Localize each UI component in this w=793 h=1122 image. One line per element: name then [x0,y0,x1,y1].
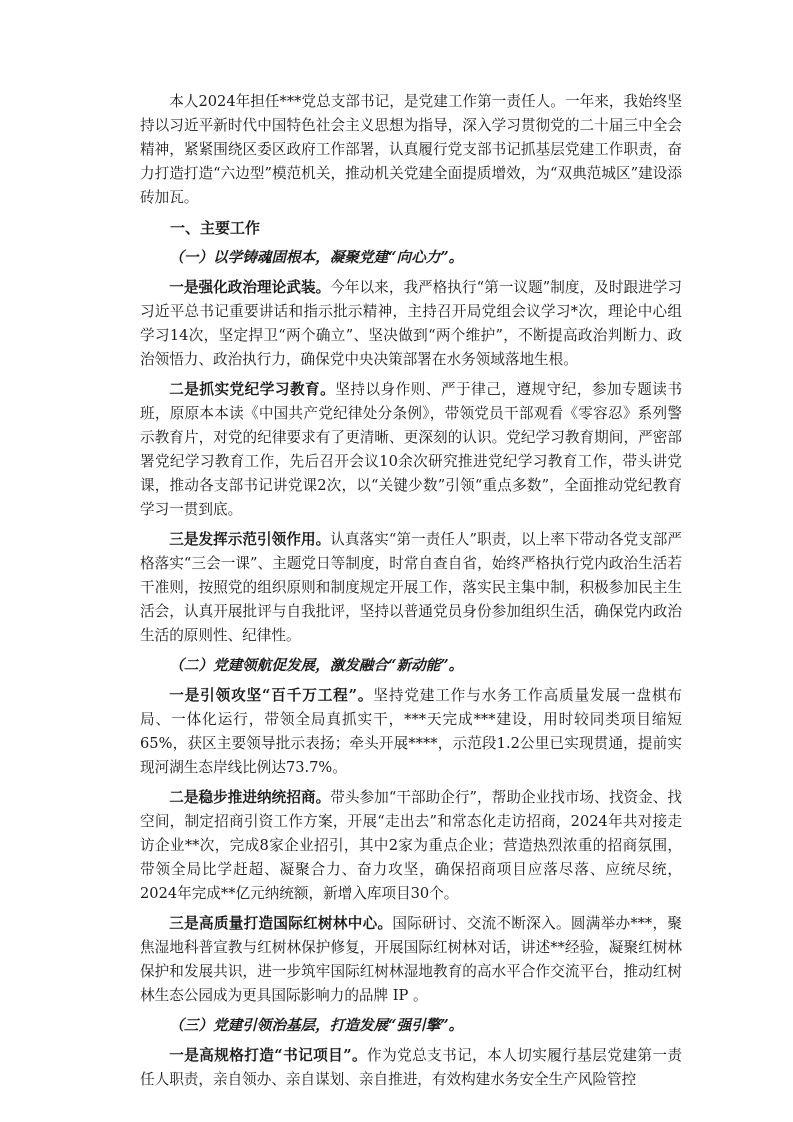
paragraph-2-2 [140,786,682,906]
paragraph-lead: 一是高规格打造“书记项目”。 [169,1047,368,1064]
paragraph-2-3 [140,912,682,1008]
paragraph-lead: 二是抓实党纪学习教育。 [169,381,336,398]
paragraph-lead: 三是发挥示范引领作用。 [169,531,331,548]
paragraph-lead: 一是强化政治理论武装。 [169,279,331,296]
paragraph-text: 作为党总支书记，本人切实履行基层党建第一责任人职责，亲自领办、亲自谋划、亲自推进，有效构建水务安全生产风险管控 [140,1047,682,1088]
paragraph-1-2 [140,378,682,522]
paragraph-text: 认真落实“第一责任人”职责，以上率下带动各党支部严格落实“三会一课”、主题党日等制度，时常自查自省，始终严格执行党内政治生活若干准则，按照党的组织原则和制度规定开展工作，落实民主集中制，积极参加民主生活会，认真开展批评与自我批评，坚持以普通党员身份参加组织生活，确保党内政治生活的原则性、纪律性。 [140,531,682,644]
paragraph-1-1 [140,276,682,372]
paragraph-lead: 三是高质量打造国际红树林中心。 [169,915,393,932]
paragraph-3-1 [140,1044,682,1092]
subsection-heading-1: （一）以学铸魂固根本，凝聚党建“向心力”。 [169,249,464,266]
paragraph-lead: 二是稳步推进纳统招商。 [169,789,331,806]
paragraph-lead: 一是引领攻坚“百千万工程”。 [169,687,374,704]
section-heading-main-work: 一、主要工作 [170,219,261,237]
paragraph-text: 国际研讨、交流不断深入。圆满举办***，聚焦湿地科普宣教与红树林保护修复，开展国际红树林对话，讲述**经验，凝聚红树林保护和发展共识，进一步筑牢国际红树林湿地教育的高水平合作交流平台，推动红树林生态公园成为更具国际影响力的品牌 IP 。 [140,915,682,1004]
paragraph-1-3 [140,528,682,648]
paragraph-text: 坚持党建工作与水务工作高质量发展一盘棋布局、一体化运行，带领全局真抓实干，***天完成***建设，用时较同类项目缩短65%，获区主要领导批示表扬；牵头开展****，示范段1.2公里已实现贯通，提前实现河湖生态岸线比例达73.7%。 [140,687,682,776]
paragraph-text: 带头参加“干部助企行”，帮助企业找市场、找资金、找空间，制定招商引资工作方案，开展“走出去”和常态化走访招商，2024年共对接走访企业**次，完成8家企业招引，其中2家为重点企业；营造热烈浓重的招商氛围，带领全局比学赶超、凝聚合力、奋力攻坚，确保招商项目应落尽落、应统尽统，2024年完成**亿元纳统额，新增入库项目30个。 [140,789,682,902]
paragraph-text: 坚持以身作则、严于律己，遵规守纪，参加专题读书班，原原本本读《中国共产党纪律处分条例》，带领党员干部观看《零容忍》系列警示教育片，对党的纪律要求有了更清晰、更深刻的认识。党纪学习教育期间，严密部署党纪学习教育工作，先后召开会议10余次研究推进党纪学习教育工作，带头讲党课，推动各支部书记讲党课2次，以“关键少数”引领“重点多数”，全面推动党纪教育学习一贯到底。 [140,381,682,518]
subsection-heading-3: （三）党建引领治基层，打造发展“强引擎”。 [169,1017,464,1034]
paragraph-2-1 [140,684,682,780]
intro-paragraph: 本人2024年担任***党总支部书记，是党建工作第一责任人。一年来，我始终坚持以习近平新时代中国特色社会主义思想为指导，深入学习贯彻党的二十届三中全会精神，紧紧围绕区委区政府工作部署，认真履行党支部书记抓基层党建工作职责，奋力打造打造“六边型”模范机关，推动机关党建全面提质增效，为“双典范城区”建设添砖加瓦。 [140,93,682,206]
paragraph-text: 今年以来，我严格执行“第一议题”制度，及时跟进学习习近平总书记重要讲话和指示批示精神，主持召开局党组会议学习*次，理论中心组学习14次，坚定捍卫“两个确立”、坚决做到“两个维护”，不断提高政治判断力、政治领悟力、政治执行力，确保党中央决策部署在水务领域落地生根。 [140,279,682,368]
document-body [140,90,682,1092]
subsection-heading-2: （二）党建领航促发展，激发融合“新动能”。 [169,657,464,674]
